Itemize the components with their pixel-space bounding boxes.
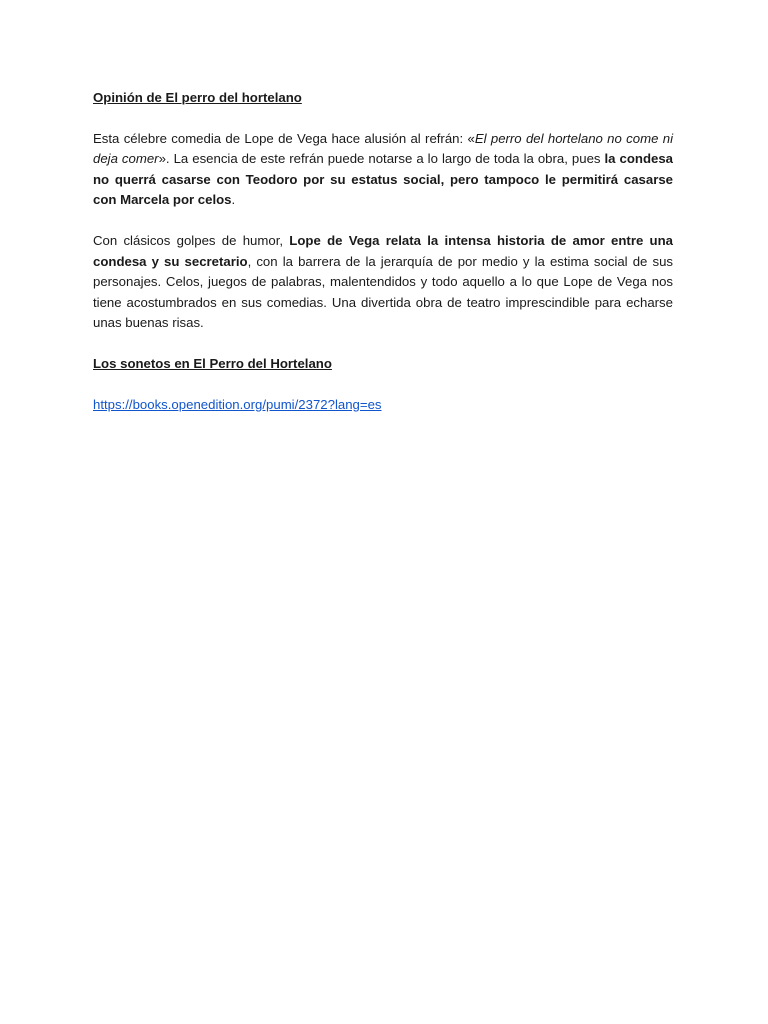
link-row: [93, 395, 673, 416]
refran-quote: El perro del hortelano no come ni deja comer: [93, 130, 673, 167]
section-heading-opinion: Opinión de El perro del hortelano: [93, 90, 302, 105]
openedition-link[interactable]: https://books.openedition.org/pumi/2372?lang=es: [93, 396, 382, 412]
paragraph-text: .: [231, 192, 236, 208]
paragraph-text: ». La esencia de este refrán puede notarse a lo largo de toda la obra, pues: [158, 151, 605, 167]
paragraph-text: , con la barrera de la jerarquía de por medio y la estima social de sus personajes. Celos, juegos de palabras, malentendidos y todo aquello a lo que Lope de Vega nos tiene acostumbrados en sus comedias. Una divertida obra de teatro imprescindible para echarse unas buenas risas.: [93, 253, 673, 331]
bold-emphasis: Lope de Vega relata la intensa historia de amor entre una condesa y su secretario: [93, 232, 673, 269]
bold-emphasis: la condesa no querrá casarse con Teodoro por su estatus social, pero tampoco le permitirá casarse con Marcela por celos: [93, 151, 673, 208]
paragraph-refran: [93, 129, 673, 211]
paragraph-humor: [93, 231, 673, 334]
paragraph-text: Esta célebre comedia de Lope de Vega hace alusión al refrán: «: [93, 130, 475, 146]
paragraph-text: Con clásicos golpes de humor,: [93, 232, 290, 248]
section-heading-sonetos: Los sonetos en El Perro del Hortelano: [93, 355, 332, 371]
